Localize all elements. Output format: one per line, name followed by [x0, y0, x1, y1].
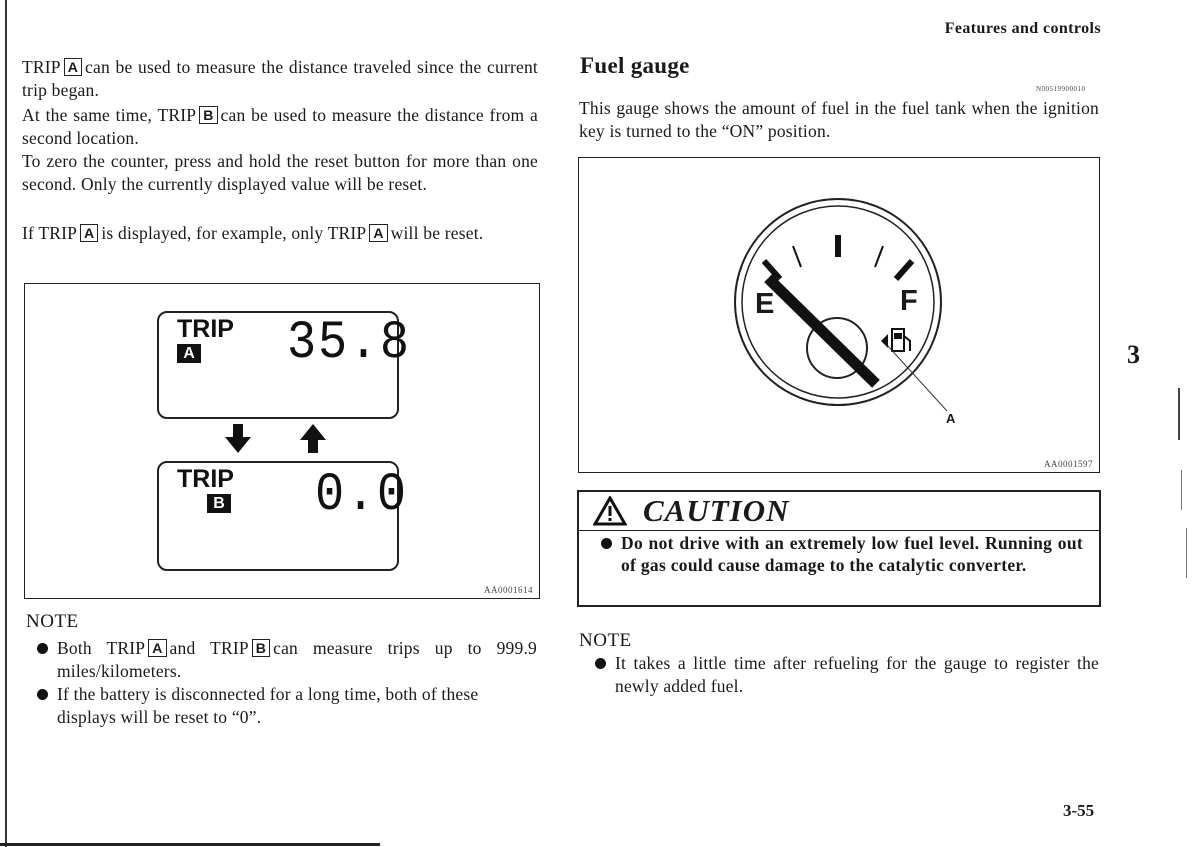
gauge-empty-label: E [755, 288, 775, 320]
bullet-icon [37, 643, 48, 654]
left-note-b1-text [57, 637, 537, 683]
trip-a-tag: A [64, 58, 82, 76]
trip-a-label: TRIP [177, 315, 234, 343]
caution-box [577, 490, 1101, 607]
margin-mark-3 [1186, 528, 1187, 578]
nb1-mid: and TRIP [169, 638, 249, 658]
left-note-heading: NOTE [26, 611, 79, 632]
left-paragraph-1 [22, 56, 538, 102]
trip-figure-code: AA0001614 [484, 585, 533, 595]
page-bottom-line [0, 843, 380, 846]
gauge-full-label: F [900, 285, 918, 317]
gauge-callout-a: A [946, 411, 956, 426]
caution-header [579, 492, 1099, 531]
left-paragraph-3: To zero the counter, press and hold the reset button for more than one second. Only the currently displayed value will be reset. [22, 151, 538, 194]
gauge-figure-frame [578, 157, 1100, 473]
p4-mid: is displayed, for example, only TRIP [101, 223, 367, 243]
bullet-icon [595, 658, 606, 669]
margin-mark-2 [1181, 470, 1182, 510]
nb1-pre: Both TRIP [57, 638, 146, 658]
caution-bullet [601, 532, 1083, 576]
section-title: Features and controls [944, 20, 1101, 37]
trip-a-tag-2: A [80, 224, 98, 242]
trip-b-value: 0.0 [315, 465, 408, 526]
chapter-number: 3 [1127, 340, 1140, 369]
left-note-b2-text: If the battery is disconnected for a long time, both of these displays will be reset to “0”. [57, 684, 479, 727]
fuel-gauge-heading: Fuel gauge [580, 53, 690, 78]
bullet-icon [601, 538, 612, 549]
caution-text: Do not drive with an extremely low fuel level. Running out of gas could cause damage to the catalytic converter. [621, 533, 1083, 575]
trip-figure-frame [24, 283, 540, 599]
trip-a-value: 35.8 [287, 313, 411, 374]
nb1-tag-a: A [148, 639, 166, 657]
arrow-down-icon [225, 424, 251, 459]
trip-a-display [157, 311, 411, 419]
trip-b-badge: B [207, 494, 231, 513]
left-note-bullet-2 [37, 683, 537, 729]
trip-a-badge: A [177, 344, 201, 363]
fuel-gauge-drawing [579, 158, 1099, 472]
right-note-b1-text: It takes a little time after refueling for the gauge to register the newly added fuel. [615, 653, 1099, 696]
trip-b-display [157, 461, 408, 571]
caution-title: CAUTION [643, 493, 790, 528]
gauge-figure-code: AA0001597 [1044, 459, 1093, 469]
right-note-bullet-1 [595, 652, 1099, 698]
p4-post: will be reset. [390, 223, 484, 243]
fuel-gauge-ref-code: N00519900010 [1036, 85, 1086, 93]
nb1-tag-b: B [252, 639, 270, 657]
trip-a-tag-3: A [369, 224, 387, 242]
p2-pre: At the same time, TRIP [22, 105, 197, 125]
left-paragraph-4 [22, 222, 538, 245]
right-note-heading: NOTE [579, 630, 632, 651]
p1-post: can be used to measure the distance traveled since the current trip began. [22, 57, 538, 100]
left-note-bullet-1 [37, 637, 537, 683]
page-number: 3-55 [1063, 801, 1095, 820]
warning-triangle-icon [593, 496, 627, 526]
fuel-gauge-intro: This gauge shows the amount of fuel in the fuel tank when the ignition key is turned to the “ON” position. [579, 98, 1099, 141]
p2-post: can be used to measure the distance from a second location. [22, 105, 538, 148]
trip-b-tag: B [199, 106, 217, 124]
page-edge-line [5, 0, 7, 847]
trip-b-label: TRIP [177, 465, 234, 493]
margin-mark-1 [1178, 388, 1180, 440]
left-paragraph-2 [22, 104, 538, 150]
p1-pre: TRIP [22, 57, 61, 77]
nb1-post: can measure trips up to 999.9 miles/kilometers. [57, 638, 537, 681]
p4-pre: If TRIP [22, 223, 78, 243]
arrow-up-icon [300, 424, 326, 459]
bullet-icon [37, 689, 48, 700]
